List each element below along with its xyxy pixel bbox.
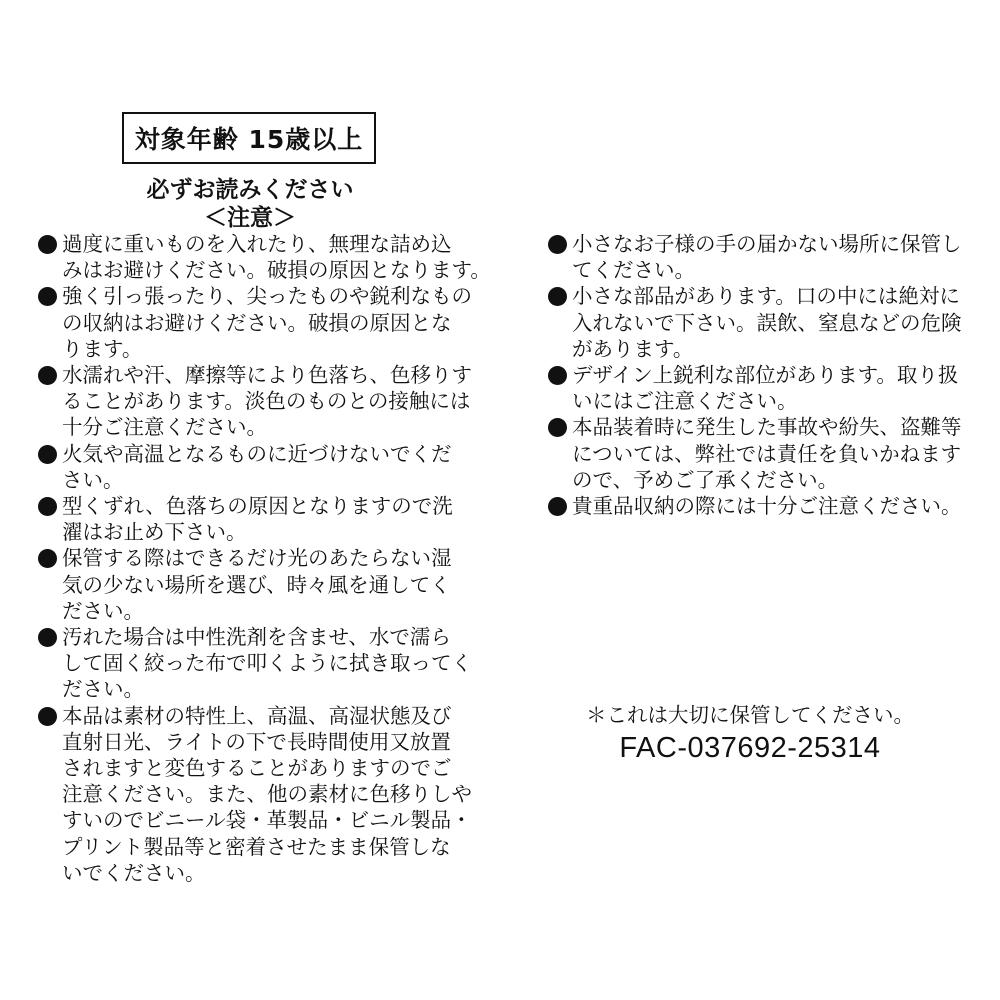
product-code: FAC-037692-25314 [619,732,881,764]
caution-item [548,231,988,283]
caution-item [38,493,478,545]
caution-text-line: てください。 [572,258,695,283]
notice-heading: 必ずお読みください [146,177,354,203]
caution-text-line: 強く引っ張ったり、尖ったものや鋭利なもの [62,284,472,309]
caution-text-line: さい。 [62,467,124,492]
bullet-icon [548,366,567,385]
caution-text-line: があります。 [572,336,694,361]
caution-text-line: 本品装着時に発生した事故や紛失、盗難等 [572,415,962,440]
caution-text-line: 濯はお止め下さい。 [62,520,247,545]
caution-item [548,414,988,493]
bullet-icon [548,418,567,437]
caution-text-line: みはお避けください。破損の原因となります。 [62,258,491,283]
caution-text-line: 注意ください。また、他の素材に色移りしや [62,782,472,807]
bullet-icon [548,287,567,306]
caution-item [38,703,478,886]
caution-text-line: 火気や高温となるものに近づけないでくだ [62,441,452,466]
bullet-icon [38,287,57,306]
caution-text-line: 水濡れや汗、摩擦等により色落ち、色移りす [62,363,472,388]
caution-text-line: すいのでビニール袋・革製品・ビニル製品・ [62,808,472,833]
bullet-icon [548,235,567,254]
caution-item [548,362,988,414]
caution-item [548,283,988,362]
caution-text-line: 直射日光、ライトの下で長時間使用又放置 [62,729,451,754]
caution-item [38,624,478,703]
caution-text-line: して固く絞った布で叩くように拭き取ってく [62,651,472,676]
caution-list-left [38,231,491,886]
caution-list-right [548,231,988,519]
caution-text-line: いでください。 [62,860,206,885]
bullet-icon [38,707,57,726]
caution-text-line: 本品は素材の特性上、高温、高湿状態及び [62,703,452,728]
caution-item [38,441,478,493]
caution-item [38,362,478,441]
caution-text-line: 汚れた場合は中性洗剤を含ませ、水で濡ら [62,625,451,650]
caution-text-line: ださい。 [62,677,144,702]
caution-text-line: ださい。 [62,598,144,623]
caution-text-line: 型くずれ、色落ちの原因となりますので洗 [62,494,453,519]
caution-item [38,283,478,362]
bullet-icon [548,497,567,516]
caution-text-line: いにはご注意ください。 [572,389,798,414]
bullet-icon [38,549,57,568]
caution-subheading: ＜注意＞ [204,205,296,231]
caution-text-line: プリント製品等と密着させたまま保管しな [62,834,451,859]
caution-text-line: 保管する際はできるだけ光のあたらない湿 [62,546,452,571]
caution-item [548,493,988,519]
bullet-icon [38,497,57,516]
caution-text-line: 気の少ない場所を選び、時々風を通してく [62,572,451,597]
age-rating-box: 対象年齢 15歳以上 [122,112,376,164]
bullet-icon [38,445,57,464]
caution-text-line: デザイン上鋭利な部位があります。取り扱 [572,363,959,388]
bullet-icon [38,235,57,254]
bullet-icon [38,366,57,385]
caution-text-line: 入れないで下さい。誤飲、窒息などの危険 [572,310,962,335]
caution-text-line: 小さな部品があります。口の中には絶対に [572,284,960,309]
bullet-icon [38,628,57,647]
caution-text-line: 十分ご注意ください。 [62,415,267,440]
caution-text-line: されますと変色することがありますのでご [62,756,452,781]
caution-text-line: 貴重品収納の際には十分ご注意ください。 [572,494,962,519]
caution-text-line: 過度に重いものを入れたり、無理な詰め込 [62,232,452,256]
caution-text-line: ります。 [62,336,143,361]
caution-text-line: については、弊社では責任を負いかねます [572,441,962,466]
caution-text-line: の収納はお避けください。破損の原因とな [62,310,452,335]
caution-item [38,231,491,283]
keep-note: ＊これは大切に保管してください。 [586,703,914,727]
caution-item [38,545,478,624]
caution-text-line: ので、予めご了承ください。 [572,467,839,492]
caution-text-line: ることがあります。淡色のものとの接触には [62,389,471,414]
caution-text-line: 小さなお子様の手の届かない場所に保管し [572,232,962,256]
